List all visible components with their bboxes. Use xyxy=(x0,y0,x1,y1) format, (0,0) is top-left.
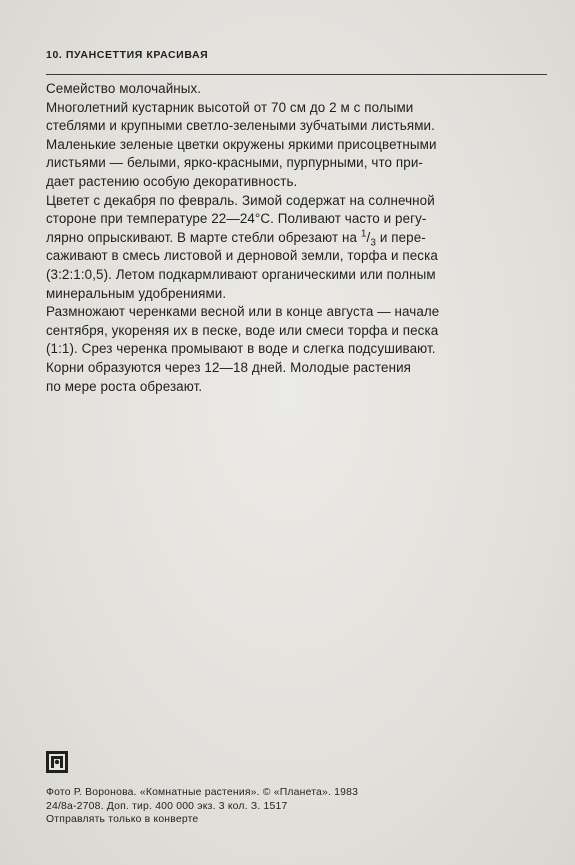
fraction-numerator: 1 xyxy=(360,228,367,240)
fraction-denominator: 3 xyxy=(370,237,377,249)
text-line: Размножают черенками весной или в конце августа — начале xyxy=(46,304,440,320)
text-line: саживают в смесь листовой и дерновой земли, торфа и песка xyxy=(46,248,438,264)
fraction-line-start: лярно опрыскивают. В марте стебли обрезают на xyxy=(46,229,361,245)
text-line: стеблями и крупными светло-зелеными зубчатыми листьями. xyxy=(46,118,435,134)
text-line-fraction xyxy=(46,229,551,248)
description-text xyxy=(46,80,551,396)
publisher-logo-icon xyxy=(46,751,68,773)
text-line: (3:2:1:0,5). Летом подкармливают органическими или полным xyxy=(46,266,436,282)
imprint-credits: Фото Р. Воронова. «Комнатные растения». © «Планета». 1983 xyxy=(46,787,359,798)
text-line: Корни образуются через 12—18 дней. Молодые растения xyxy=(46,359,412,375)
text-line: сентября, укореняя их в песке, воде или смеси торфа и песка xyxy=(46,322,439,338)
text-line: Многолетний кустарник высотой от 70 см до 2 м с полыми xyxy=(46,99,414,115)
imprint-print-run: 24/8а-2708. Доп. тир. 400 000 экз. 3 кол. З. 1517 xyxy=(46,800,288,812)
text-line: стороне при температуре 22—24°С. Поливают часто и регу- xyxy=(46,211,427,227)
fraction-line-end: и пере- xyxy=(376,229,426,245)
text-line: Маленькие зеленые цветки окружены яркими присоцветными xyxy=(46,136,437,152)
imprint xyxy=(46,786,358,827)
text-line: (1:1). Срез черенка промывают в воде и слегка подсушивают. xyxy=(46,341,436,357)
text-line: Цветет с декабря по февраль. Зимой содержат на солнечной xyxy=(46,192,435,208)
text-line: по мере роста обрезают. xyxy=(46,378,203,394)
text-line: дает растению особую декоративность. xyxy=(46,173,298,189)
fraction-slash: / xyxy=(366,229,371,245)
text-line: минеральным удобрениями. xyxy=(46,285,227,301)
title-divider xyxy=(46,74,547,75)
imprint-mailing-note: Отправлять только в конверте xyxy=(46,814,199,826)
card-title: 10. ПУАНСЕТТИЯ КРАСИВАЯ xyxy=(46,49,209,61)
text-line: листьями — белыми, ярко-красными, пурпурными, что при- xyxy=(46,155,423,171)
text-line: Семейство молочайных. xyxy=(46,81,202,96)
